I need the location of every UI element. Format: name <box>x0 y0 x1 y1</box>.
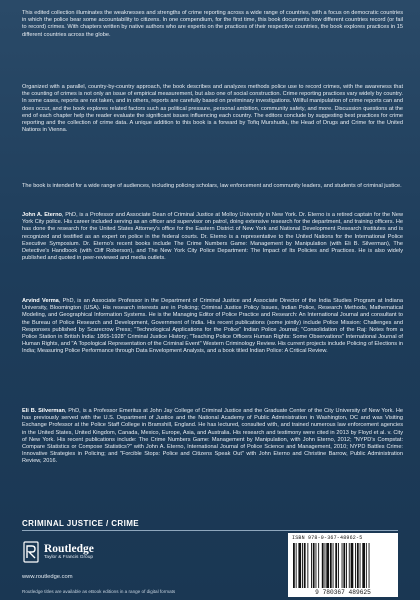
description-paragraph-1 <box>22 10 403 39</box>
isbn-label: ISBN 978-0-367-48962-5 <box>292 535 363 541</box>
barcode-number: 9 780367 489625 <box>315 589 371 596</box>
publisher-name: Routledge <box>44 542 94 555</box>
author-bio-text: , PhD, is a Professor Emeritus at John Jay College of Criminal Justice and the Graduate Center of the City University of New York. He has previously served with the U.S. Department of Justice and the National Academy of Public Administration in Washington, DC and was Visiting Exchange Professor at the Police Staff College in Bramshill, England. He has lectured, consulted with, and trained numerous law enforcement agencies in the United States, United Kingdom, Canada, Mexico, Europe, Asia, and Australia. His research and testimony were cited in 2013 by Floyd et al. v. City of New York. His recent publications include: The Crime Numbers Game: Management by Manipulation, with John Eterno, 2012; "NYPD's Compstat: Compare Statistics or Compose Statistics?" with John A. Eterno, International Journal of Police Science and Management, 2010; NYPD Battles Crime: Innovative Strategies in Policing; and "Forcible Stops: Police and Citizens Speak Out" with John Eterno and Christine Barrow, Public Administration Review, 2016. <box>22 408 403 465</box>
description-paragraph-2 <box>22 84 403 134</box>
ebook-footnote: Routledge titles are available as eBook editions in a range of digital formats <box>22 589 176 594</box>
publisher-url[interactable]: www.routledge.com <box>22 574 73 580</box>
author-bio-eterno <box>22 212 403 262</box>
author-bio-text: , PhD, is an Associate Professor in the Department of Criminal Justice and Associate Director of the India Studies Program at Indiana University, Bloomington (USA). His research interests are in Policing; Criminal Justice Policy Issues, Indian Police, Research Methods, Mathematical Modeling, and Geographical Information Systems. He is the Managing Editor of Police Practice and Research: An International Journal and consultant to the Bureau of Police Research and Development, Government of India. His recent publications (some jointly) include Police Mission: Challenges and Responses published by Scarecrow Press; "Technological Applications for the Police" Indian Police Journal; "Consolidation of the Raj: Notes from a Police Station in British India: 1865-1928" Criminal Justice History; "Teaching Police Officers Human Rights: Some Observations" International Journal of Human Rights, and "A Topological Representation of the Criminal Event" Western Criminology Review. His current projects include Policing of Elections in India; Measuring Police Performance through Data Envelopment Analysis, and a book titled Indian Police: A Critical Review. <box>22 298 403 355</box>
divider <box>22 530 398 531</box>
publisher-logo <box>22 540 94 564</box>
description-text: The book is intended for a wide range of audiences, including policing scholars, law enforcement and community leaders, and students of criminal justice. <box>22 183 402 189</box>
description-text: This edited collection illuminates the weaknesses and strengths of crime reporting across a wide range of countries, with a focus on democratic countries in which the police bear some accountability to citizens. In one compendium, for the first time, this book documents how different countries record (or fail to record) crimes. With chapters written by native authors who are experts on the practices of their respective countries, the book explores practices in 15 different countries across the globe. <box>22 10 403 38</box>
author-bio-text: , PhD, is a Professor and Associate Dean of Criminal Justice at Molloy University in New York. Dr. Eterno is a retired captain for the New York City police. His career included serving as an officer and supervisor on patrol, doing extensive research for the department, and training officers. He has done the research for the United States Attorney's office for the Eastern District of New York and National Development Research Institutes and is recognized and testified as an expert on police in the federal courts. Dr. Eterno is a representative to the United Nations for the International Police Executive Symposium. Dr. Eterno's recent books include The Crime Numbers Game: Management by Manipulation (with Eli B. Silverman), The Detective's Handbook (with Cliff Roberson), and The New York City Police Department: The Impact of Its Policies and Practices. He is also widely published and quoted in peer-reviewed and media outlets. <box>22 212 403 262</box>
author-name: Eli B. Silverman <box>22 408 65 414</box>
author-bio-silverman <box>22 408 403 466</box>
author-bio-verma <box>22 298 403 356</box>
series-label: CRIMINAL JUSTICE / CRIME <box>22 519 140 528</box>
barcode-bars-icon <box>292 543 394 588</box>
author-name: Arvind Verma <box>22 298 59 304</box>
description-text: Organized with a parallel, country-by-country approach, the book describes and analyzes methods police use to record crimes, with the awareness that the counting of crimes is not only an issue of empirical measurement, but also one of social construction. Crime reporting practices vary widely by country. In some cases, reports are not taken, and in others, reports are carefully based on preliminary investigations. Willful manipulation of crime reports can and does occur, and the book explores related factors such as political pressure, personal ambition, community safety, and more. Discussion questions at the end of each chapter help the reader evaluate the significant issues influencing each country. The editors conclude by suggesting best practices for crime reporting and the collection of crime data. A unique addition to this book is a forward by Tofiq Murshudlu, the Head of Drugs and Crime for the United Nations in Vienna. <box>22 84 403 134</box>
publisher-group: Taylor & Francis Group <box>44 554 94 560</box>
routledge-logo-icon <box>22 541 40 563</box>
description-paragraph-3 <box>22 183 403 190</box>
barcode <box>288 533 398 597</box>
author-name: John A. Eterno <box>22 212 62 218</box>
